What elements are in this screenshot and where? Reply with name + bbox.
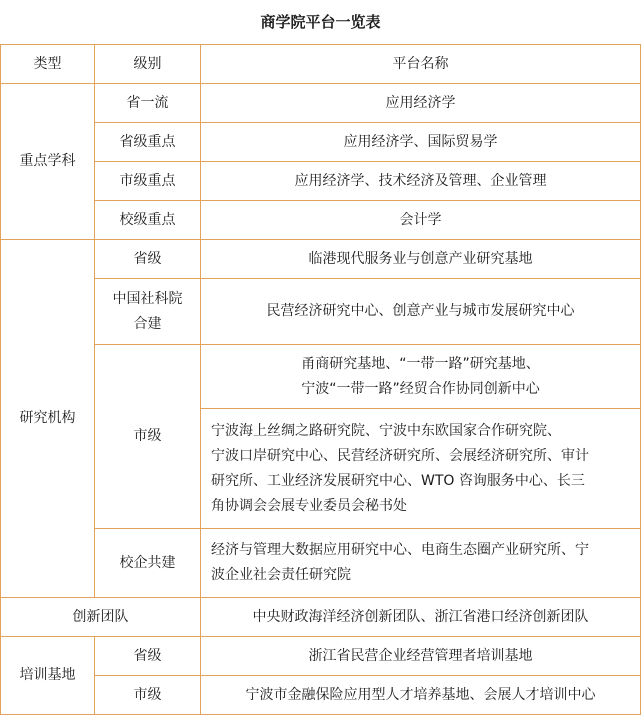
table-row xyxy=(1,279,641,345)
level-cell: 校企共建 xyxy=(95,529,201,598)
platform-table xyxy=(0,44,641,715)
table-row xyxy=(1,676,641,715)
level-cell: 省级 xyxy=(95,240,201,279)
name-line: 研究所、工业经济发展研究中心、WTO 咨询服务中心、长三 xyxy=(211,472,585,489)
level-cell: 省级重点 xyxy=(95,123,201,162)
table-row xyxy=(1,240,641,279)
name-line: 甬商研究基地、“一带一路”研究基地、 xyxy=(301,355,540,372)
platform-name-cell: 浙江省民营企业经营管理者培训基地 xyxy=(201,637,641,676)
header-row xyxy=(1,45,641,84)
table-row xyxy=(1,123,641,162)
table-row xyxy=(1,162,641,201)
name-line: 宁波口岸研究中心、民营经济研究所、会展经济研究所、审计 xyxy=(211,447,589,464)
level-cell: 省级 xyxy=(95,637,201,676)
group-key-discipline: 重点学科 xyxy=(1,84,95,240)
platform-name-cell: 临港现代服务业与创意产业研究基地 xyxy=(201,240,641,279)
level-cell: 市级重点 xyxy=(95,162,201,201)
header-level: 级别 xyxy=(95,45,201,84)
platform-name-cell: 应用经济学、国际贸易学 xyxy=(201,123,641,162)
table-row xyxy=(1,345,641,409)
platform-name-cell: 应用经济学 xyxy=(201,84,641,123)
level-cell: 市级 xyxy=(95,345,201,529)
level-cell: 校级重点 xyxy=(95,201,201,240)
table-row xyxy=(1,637,641,676)
table-row xyxy=(1,529,641,598)
platform-name-cell xyxy=(201,409,641,529)
table-row xyxy=(1,598,641,637)
level-cell: 省一流 xyxy=(95,84,201,123)
level-line: 中国社科院 xyxy=(112,290,183,307)
header-type: 类型 xyxy=(1,45,95,84)
platform-name-cell: 民营经济研究中心、创意产业与城市发展研究中心 xyxy=(201,279,641,345)
level-line: 合建 xyxy=(133,315,162,332)
table-row xyxy=(1,201,641,240)
name-line: 经济与管理大数据应用研究中心、电商生态圈产业研究所、宁 xyxy=(211,542,589,558)
name-line: 角协调会会展专业委员会秘书处 xyxy=(211,497,407,514)
table-row xyxy=(1,84,641,123)
level-cell: 市级 xyxy=(95,676,201,715)
platform-name-cell: 中央财政海洋经济创新团队、浙江省港口经济创新团队 xyxy=(201,598,641,637)
group-research: 研究机构 xyxy=(1,240,95,598)
platform-name-cell: 应用经济学、技术经济及管理、企业管理 xyxy=(201,162,641,201)
name-line: 波企业社会责任研究院 xyxy=(211,567,351,583)
name-line: 宁波海上丝绸之路研究院、宁波中东欧国家合作研究院、 xyxy=(211,422,561,439)
group-training: 培训基地 xyxy=(1,637,95,715)
name-line: 宁波“一带一路”经贸合作协同创新中心 xyxy=(301,380,540,397)
platform-name-cell xyxy=(201,529,641,598)
level-cell xyxy=(95,279,201,345)
group-innovation: 创新团队 xyxy=(1,598,201,637)
platform-name-cell: 会计学 xyxy=(201,201,641,240)
platform-name-cell xyxy=(201,345,641,409)
table-title: 商学院平台一览表 xyxy=(260,13,381,31)
header-platform-name: 平台名称 xyxy=(201,45,641,84)
platform-name-cell: 宁波市金融保险应用型人才培养基地、会展人才培训中心 xyxy=(201,676,641,715)
